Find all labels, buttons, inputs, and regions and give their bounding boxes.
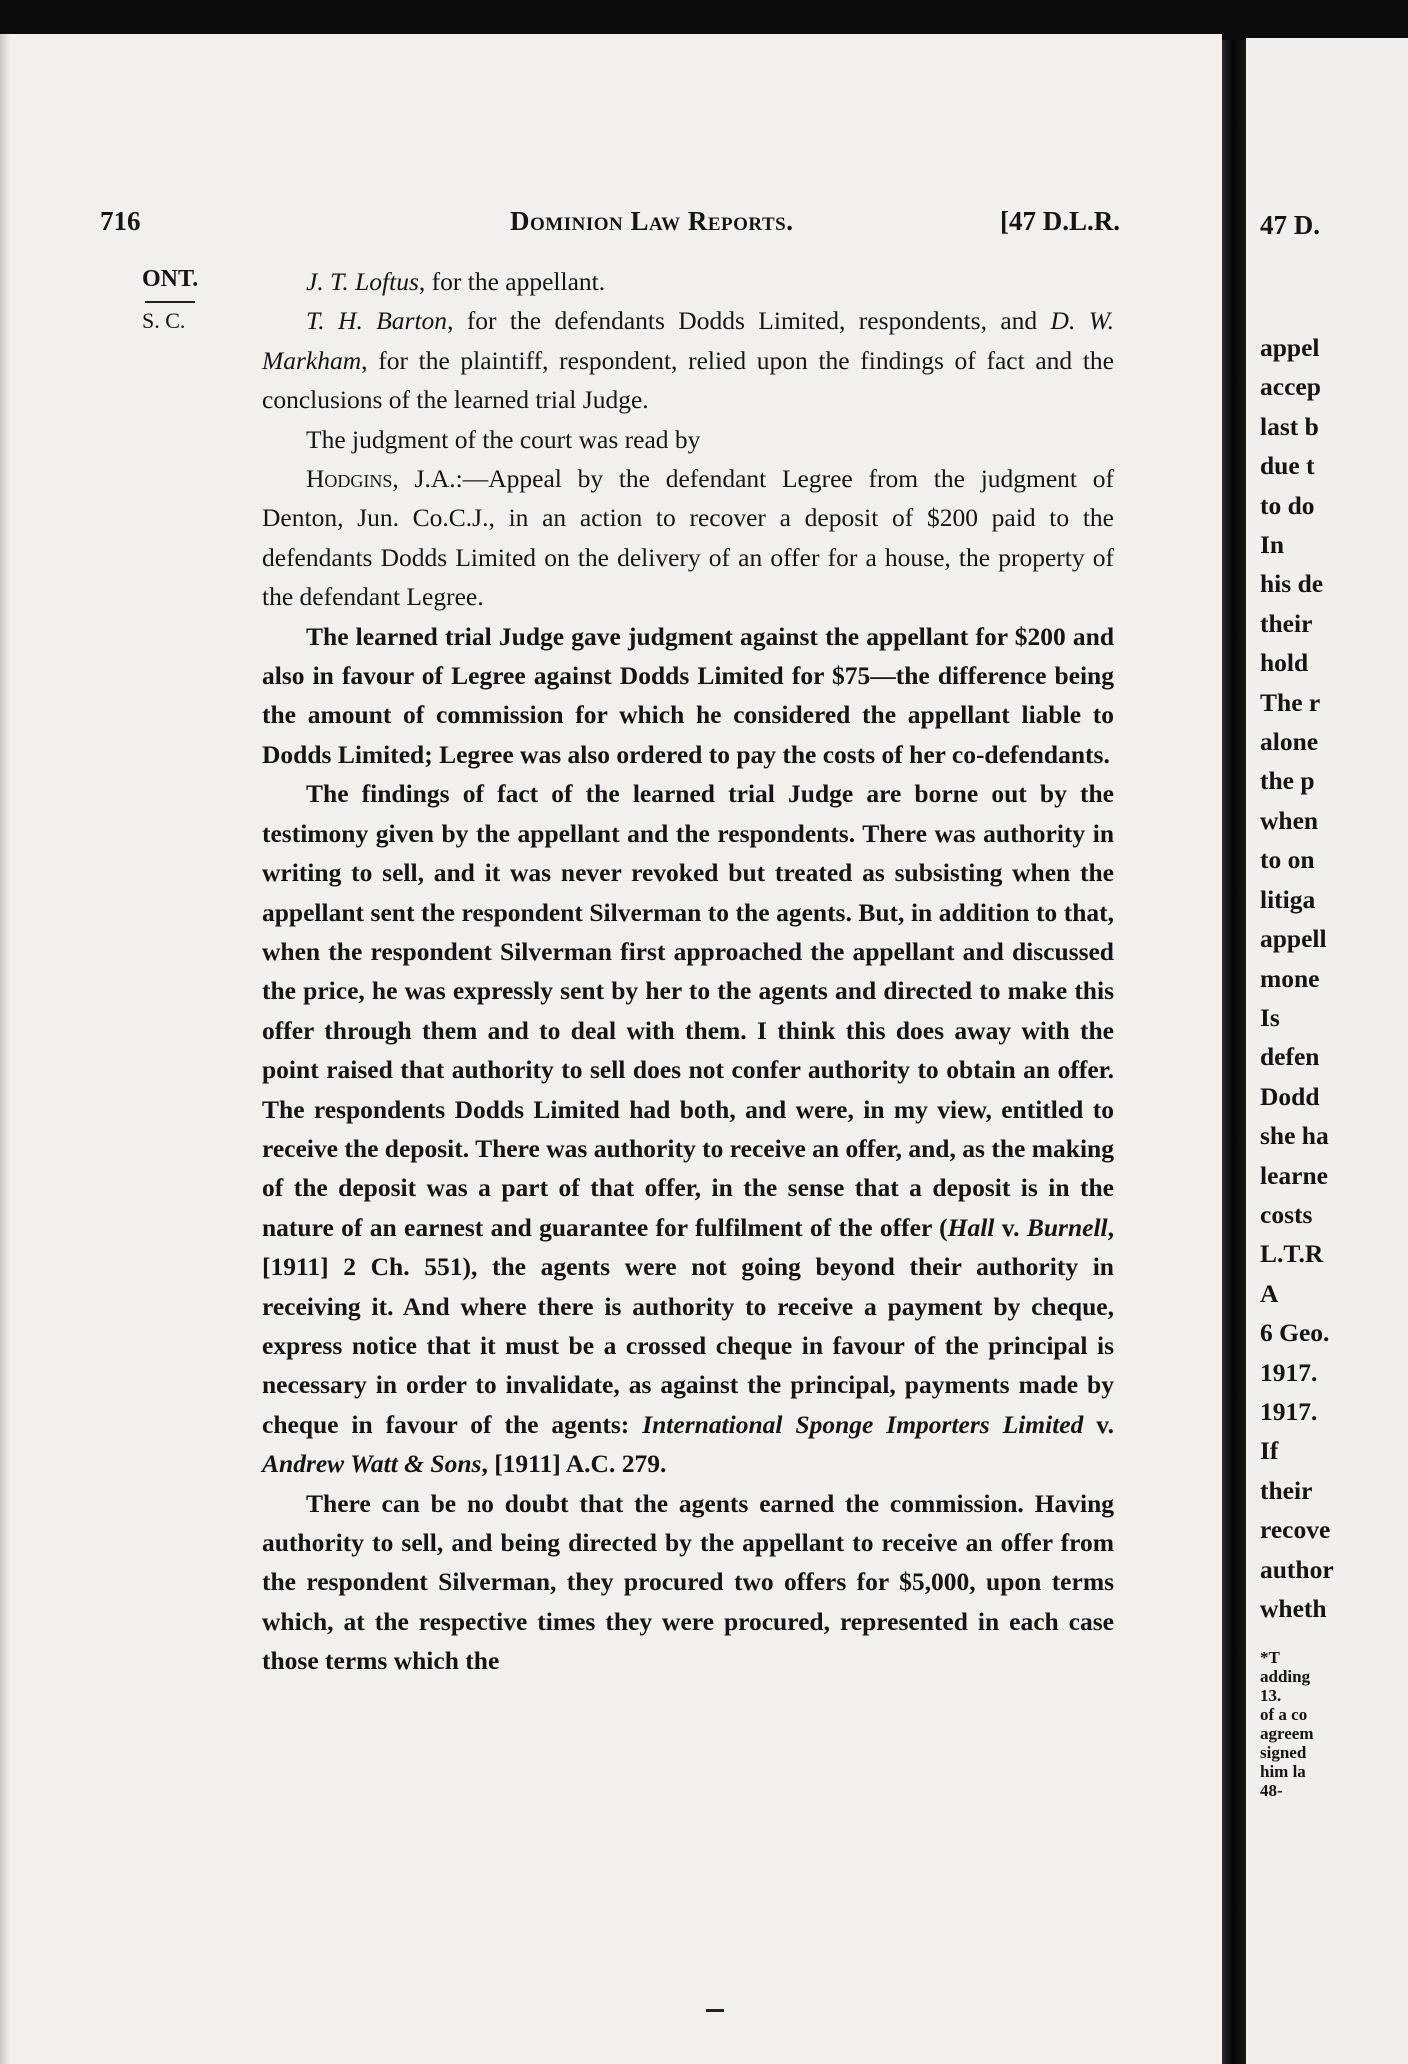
page-body [262, 262, 1114, 1681]
margin-court: S. C. [142, 308, 186, 333]
judge-name: Hodgins, J.A. [306, 464, 456, 494]
counsel-name: T. H. Barton [306, 306, 448, 336]
case-citation: Burnell [1026, 1212, 1108, 1242]
right-page-line: 6 Geo. [1260, 1318, 1330, 1348]
right-page-line: when [1260, 805, 1319, 835]
right-page-line: 1917. [1260, 1396, 1318, 1426]
right-page-line: due t [1260, 451, 1315, 481]
counsel-respondents: T. H. Barton, for the defendants Dodds Limited, respondents, and D. W. Markham, for the plaintiff, respondent, relied upon the findings of fact and the conclusions of the learned trial Judge. [262, 306, 1114, 415]
right-page-footnote-line: signed [1260, 1743, 1307, 1762]
counsel-name: J. T. Loftus [306, 267, 419, 296]
volume-reference: [47 D.L.R. [1000, 206, 1120, 236]
judgment-intro: The judgment of the court was read by [306, 424, 701, 454]
running-header [100, 206, 1120, 256]
right-page-line: A [1260, 1278, 1279, 1308]
right-page-line: their [1260, 608, 1313, 638]
counsel-name: D. W. Markham [262, 306, 1114, 375]
right-page-line: If [1260, 1436, 1279, 1466]
right-page-footnote-line: him la [1260, 1762, 1306, 1781]
right-page-line: litiga [1260, 884, 1316, 914]
right-page-footnote-line: agreem [1260, 1724, 1314, 1743]
right-page-lines [1260, 328, 1408, 1628]
right-page-footnote-line: of a co [1260, 1705, 1308, 1724]
right-page-line: last b [1260, 411, 1319, 441]
right-page [1246, 38, 1408, 2064]
paragraph-findings: The findings of fact of the learned trial Judge are borne out by the testimony given by the appellant and the respondents. There was authority in writing to sell, and it was never revoked but treated as subsisting when the appellant sent the respondent Silverman to the agents. But, in addition to that, when the respondent Silverman first approached the appellant and discussed the price, he was expressly sent by her to the agents and directed to make this offer through them and to deal with them. I think this does away with the point raised that authority to sell does not confer authority to obtain an offer. The respondents Dodds Limited had both, and were, in my view, entitled to receive the deposit. There was authority to receive an offer, and, as the making of the deposit was a part of that offer, in the sense that a deposit is in the nature of an earnest and guarantee for fulfilment of the offer (Hall v. Burnell, [1911] 2 Ch. 551), the agents were not going beyond their authority in receiving it. And where there is authority to receive a payment by cheque, express notice that it must be a crossed cheque in favour of the principal is necessary in order to invalidate, as against the principal, payments made by cheque in favour of the agents: International Sponge Importers Limited v. Andrew Watt & Sons, [1911] A.C. 279. [262, 779, 1114, 1479]
right-page-line: learne [1260, 1160, 1328, 1190]
right-page-footnote-line: adding [1260, 1667, 1311, 1686]
right-page-line: to do [1260, 490, 1315, 520]
page-number: 716 [100, 206, 141, 236]
right-page-line: author [1260, 1554, 1334, 1584]
right-page-line: wheth [1260, 1594, 1327, 1623]
right-page-line: accep [1260, 372, 1321, 402]
page-edge-shadow [0, 34, 10, 2064]
right-page-line: mone [1260, 963, 1320, 993]
right-page-line: L.T.R [1260, 1239, 1324, 1269]
page-mark [706, 2009, 724, 2012]
opinion-opening: Hodgins, J.A.:—Appeal by the defendant Legree from the judgment of Denton, Jun. Co.C.J., in an action to recover a deposit of $200 paid to the defendants Dodds Limited on the delivery of an offer for a house, the property of the defendant Legree. [262, 464, 1114, 612]
right-page-line: costs [1260, 1199, 1313, 1229]
right-page-line: their [1260, 1475, 1313, 1505]
margin-rule [145, 301, 195, 303]
right-page-footnote-line: 13. [1260, 1686, 1282, 1705]
right-page-line: alone [1260, 727, 1319, 757]
right-page-line: In [1260, 530, 1285, 560]
right-page-line: defen [1260, 1042, 1320, 1072]
right-page-footnote-line: 48- [1260, 1781, 1283, 1800]
right-page-line: his de [1260, 569, 1324, 599]
right-running-header: 47 D. [1260, 210, 1320, 240]
case-citation: Andrew Watt & Sons [262, 1449, 482, 1479]
counsel-appellant: J. T. Loftus, for the appellant. [306, 267, 606, 296]
right-page-line: the p [1260, 766, 1315, 796]
right-page-line: appel [1260, 333, 1320, 362]
right-page-footnote-line: *T [1260, 1648, 1280, 1667]
right-page-footnotes [1260, 1648, 1408, 1800]
right-page-line: to on [1260, 845, 1315, 875]
book-gutter [1222, 40, 1246, 2064]
right-page-line: appell [1260, 924, 1327, 954]
case-citation: International Sponge Importers Limited [642, 1409, 1084, 1439]
left-page [0, 34, 1222, 2064]
right-page-line: The r [1260, 687, 1321, 717]
margin-province: ONT. [142, 266, 199, 292]
paragraph-commission: There can be no doubt that the agents earned the commission. Having authority to sell, and being directed by the appellant to receive an offer from the respondent Silverman, they procured two offers for $5,000, upon terms which, at the respective times they were procured, represented in each case those terms which the [262, 1488, 1114, 1676]
right-page-line: Dodd [1260, 1081, 1320, 1111]
right-page-line: recove [1260, 1515, 1331, 1545]
right-page-line: Is [1260, 1002, 1280, 1032]
right-page-line: 1917. [1260, 1357, 1318, 1387]
right-page-line: hold [1260, 648, 1309, 678]
case-citation: Hall [947, 1212, 995, 1242]
right-page-line: she ha [1260, 1121, 1329, 1151]
paragraph-trial-judgment: The learned trial Judge gave judgment against the appellant for $200 and also in favour of Legree against Dodds Limited for $75—the difference being the amount of commission for which he considered the appellant liable to Dodds Limited; Legree was also ordered to pay the costs of her co-defendants. [262, 621, 1114, 769]
publication-title: Dominion Law Reports. [510, 206, 794, 236]
